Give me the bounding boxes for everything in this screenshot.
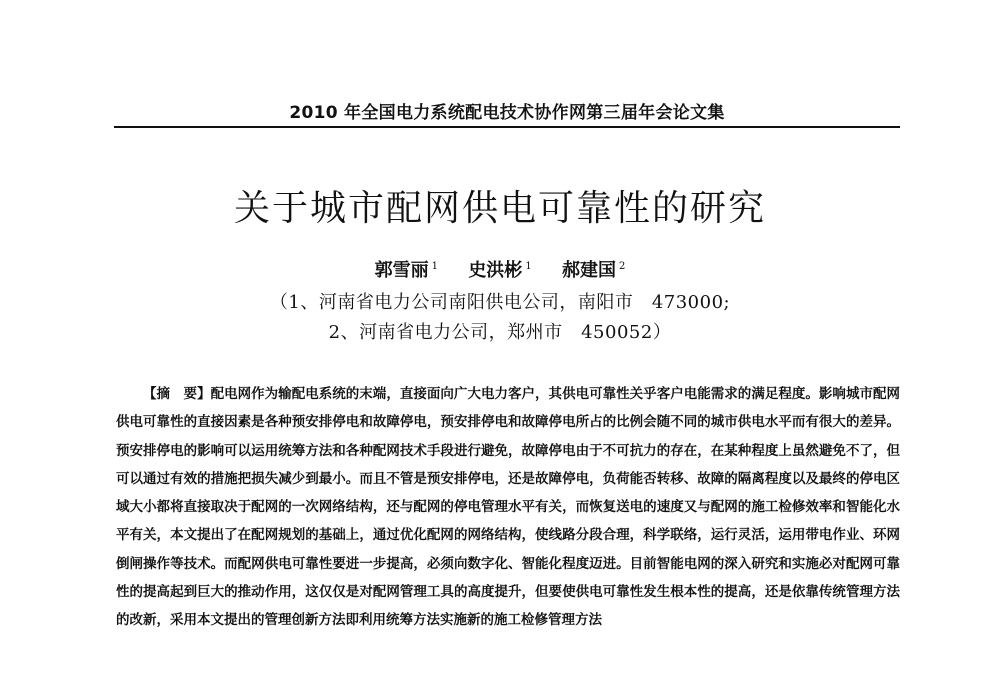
- author-affiliation-mark: 1: [431, 261, 439, 272]
- affiliation-line-2: 2、河南省电力公司，郑州市 450052）: [328, 322, 672, 343]
- author-affiliation-mark: 1: [525, 261, 532, 272]
- author-2: [468, 260, 531, 281]
- author-3: [562, 260, 625, 281]
- abstract-text: 配电网作为输配电系统的末端，直接面向广大电力客户，其供电可靠性关乎客户电能需求的满足程度。影响城市配网供电可靠性的直接因素是各种预安排停电和故障停电，预安排停电和故障停电所占的比例会随不同的城市供电水平而有很大的差异。预安排停电的影响可以运用统筹方法和各种配网技术手段进行避免，故障停电由于不可抗力的存在，在某种程度上虽然避免不了，但可以通过有效的措施把损失减少到最小。而且不管是预安排停电，还是故障停电，负荷能否转移、故障的隔离程度以及最终的停电区域大小都将直接取决于配网的一次网络结构，还与配网的停电管理水平有关，而恢复送电的速度又与配网的施工检修效率和智能化水平有关，本文提出了在配网规划的基础上，通过优化配网的网络结构，使线路分段合理，科学联络，运行灵活，运用带电作业、环网倒闸操作等技术。而配网供电可靠性要进一步提高，必须向数字化、智能化程度迈进。目前智能电网的深入研究和实施必对配网可靠性的提高起到巨大的推动作用，这仅仅是对配网管理工具的高度提升，但要使供电可靠性发生根本性的提高，还是依靠传统管理方法的改新，采用本文提出的管理创新方法即利用统筹方法实施新的施工检修管理方法: [116, 386, 901, 629]
- abstract-label: 【摘 要】: [143, 386, 211, 402]
- running-header: 2010 年全国电力系统配电技术协作网第三届年会论文集: [289, 103, 725, 123]
- affiliation-line-1: （1、河南省电力公司南阳供电公司，南阳市 473000;: [269, 292, 731, 313]
- author-name: 郭雪丽: [374, 260, 429, 281]
- author-1: [375, 260, 438, 281]
- author-name: 史洪彬: [468, 260, 523, 281]
- paper-title: 关于城市配网供电可靠性的研究: [233, 188, 766, 229]
- author-name: 郝建国: [561, 260, 616, 281]
- header-rule: [114, 126, 900, 128]
- author-list: [0, 256, 1000, 282]
- author-affiliation-mark: 2: [618, 261, 626, 272]
- abstract: [116, 380, 900, 635]
